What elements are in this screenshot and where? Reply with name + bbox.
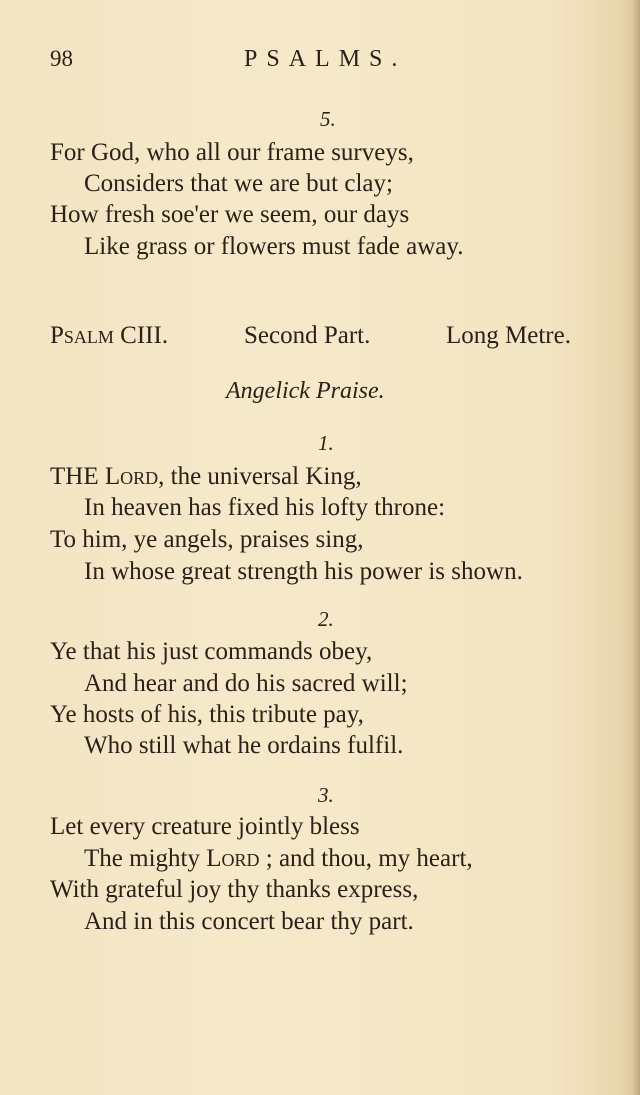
verse-word: ; and thou, my heart, (265, 845, 473, 872)
verse-line: With grateful joy thy thanks express, (50, 876, 419, 903)
psalm-heading (50, 321, 168, 351)
verse-line: Let every creature jointly bless (50, 813, 360, 840)
verse-line: Who still what he ordains fulfil. (84, 732, 404, 759)
verse-line: Considers that we are but clay; (84, 170, 393, 197)
stanza-number: 3. (318, 783, 334, 807)
verse-line: In whose great strength his power is shown. (84, 558, 523, 585)
stanza-number: 5. (320, 107, 336, 131)
verse-word: Lord (206, 845, 260, 872)
verse-line: Ye that his just commands obey, (50, 638, 373, 665)
verse-line: In heaven has fixed his lofty throne: (84, 494, 446, 521)
verse-line: And hear and do his sacred will; (84, 670, 408, 697)
verse-line: For God, who all our frame surveys, (50, 139, 414, 166)
verse-line: And in this concert bear thy part. (84, 908, 414, 935)
running-head: PSALMS. (244, 46, 407, 72)
verse-line: To him, ye angels, praises sing, (50, 526, 364, 553)
stanza-number: 1. (318, 431, 334, 455)
page-number: 98 (50, 46, 73, 71)
verse-word: Lord (104, 463, 159, 490)
psalm-title: Psalm CIII. (50, 322, 169, 349)
verse-word: THE (50, 463, 99, 490)
verse-word: The mighty (84, 845, 200, 872)
verse-line: How fresh soe'er we seem, our days (50, 201, 410, 228)
psalm-metre: Long Metre. (446, 322, 571, 349)
psalm-part: Second Part. (244, 322, 371, 349)
stanza-number: 2. (318, 607, 334, 631)
verse-line (50, 462, 362, 492)
verse-word: , the universal King, (158, 463, 362, 490)
verse-line: Ye hosts of his, this tribute pay, (50, 701, 364, 728)
verse-line (84, 844, 473, 874)
verse-line: Like grass or flowers must fade away. (84, 233, 464, 260)
page-edge-shadow (632, 0, 640, 1095)
psalm-subtitle: Angelick Praise. (226, 378, 385, 404)
